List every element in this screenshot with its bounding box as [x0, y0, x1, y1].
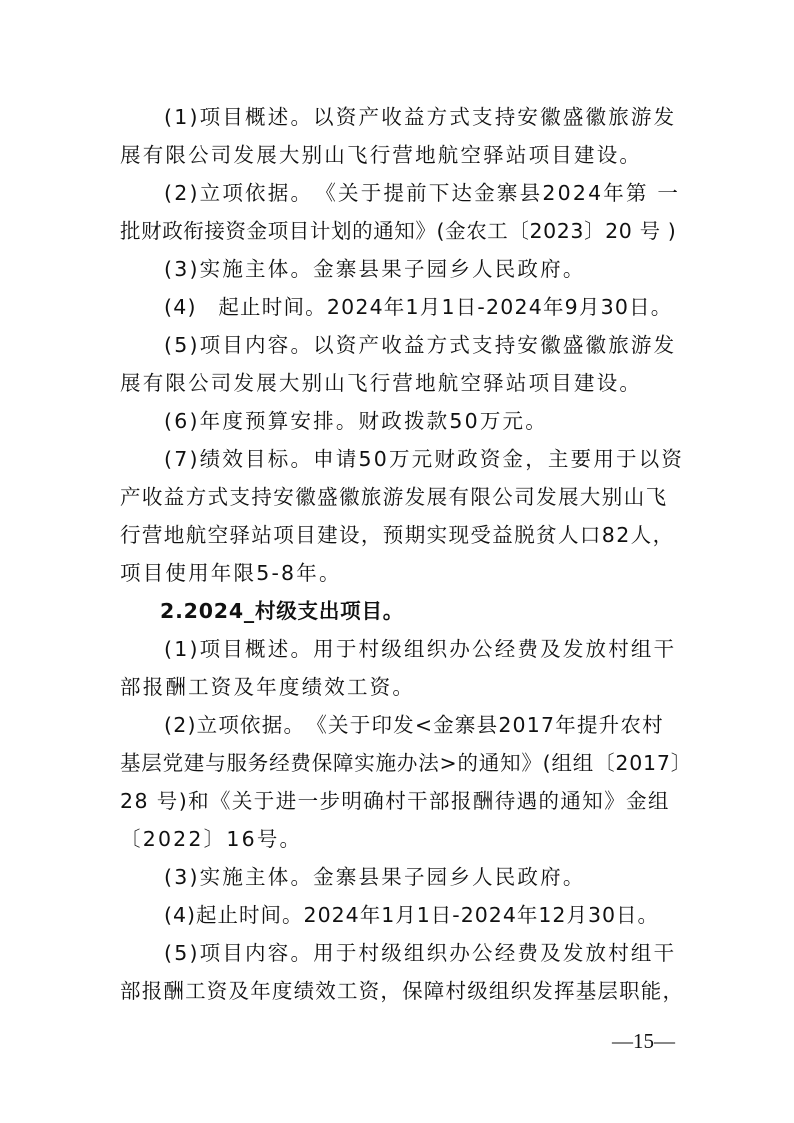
text-line: (3)实施主体。金寨县果子园乡人民政府。	[164, 865, 586, 889]
text-line: (2)立项依据。 《关于提前下达金寨县2024年第 一	[164, 181, 681, 205]
text-line: (1)项目概述。用于村级组织办公经费及发放村组干	[164, 637, 677, 661]
text-line: 28 号)和《关于进一步明确村干部报酬待遇的通知》金组	[120, 789, 670, 813]
text-line: 〔2022〕16号。	[120, 827, 303, 851]
text-line: (5)项目内容。以资产收益方式支持安徽盛徽旅游发	[164, 333, 677, 357]
text-line: 展有限公司发展大别山飞行营地航空驿站项目建设。	[120, 371, 643, 395]
text-line: (3)实施主体。金寨县果子园乡人民政府。	[164, 257, 586, 281]
text-line: 展有限公司发展大别山飞行营地航空驿站项目建设。	[120, 143, 643, 167]
text-line: (4) 起止时间。2024年1月1日-2024年9月30日。	[164, 295, 673, 319]
text-line: 产收益方式支持安徽盛徽旅游发展有限公司发展大别山飞	[120, 485, 668, 509]
text-line: (7)绩效目标。申请50万元财政资金，主要用于以资	[164, 447, 685, 471]
text-line: 项目使用年限5-8年。	[120, 561, 342, 585]
section-heading: 2.2024_村级支出项目。	[160, 599, 405, 623]
text-line: 基层党建与服务经费保障实施办法>的通知》(组组〔2017〕	[120, 751, 693, 775]
text-line: (1)项目概述。以资产收益方式支持安徽盛徽旅游发	[164, 105, 677, 129]
text-line: 行营地航空驿站项目建设，预期实现受益脱贫人口82人，	[120, 523, 675, 547]
text-line: 批财政衔接资金项目计划的通知》(金农工〔2023〕20 号 )	[120, 219, 677, 243]
text-line: (6)年度预算安排。财政拨款50万元。	[164, 409, 548, 433]
text-line: (2)立项依据。 《关于印发<金寨县2017年提升农村	[164, 713, 664, 737]
text-line: (4)起止时间。2024年1月1日-2024年12月30日。	[164, 903, 660, 927]
text-line: 部报酬工资及年度绩效工资。	[120, 675, 416, 699]
text-line: (5)项目内容。用于村级组织办公经费及发放村组干	[164, 941, 677, 965]
page-number: —15—	[612, 1029, 675, 1053]
text-line: 部报酬工资及年度绩效工资，保障村级组织发挥基层职能，	[120, 979, 685, 1003]
